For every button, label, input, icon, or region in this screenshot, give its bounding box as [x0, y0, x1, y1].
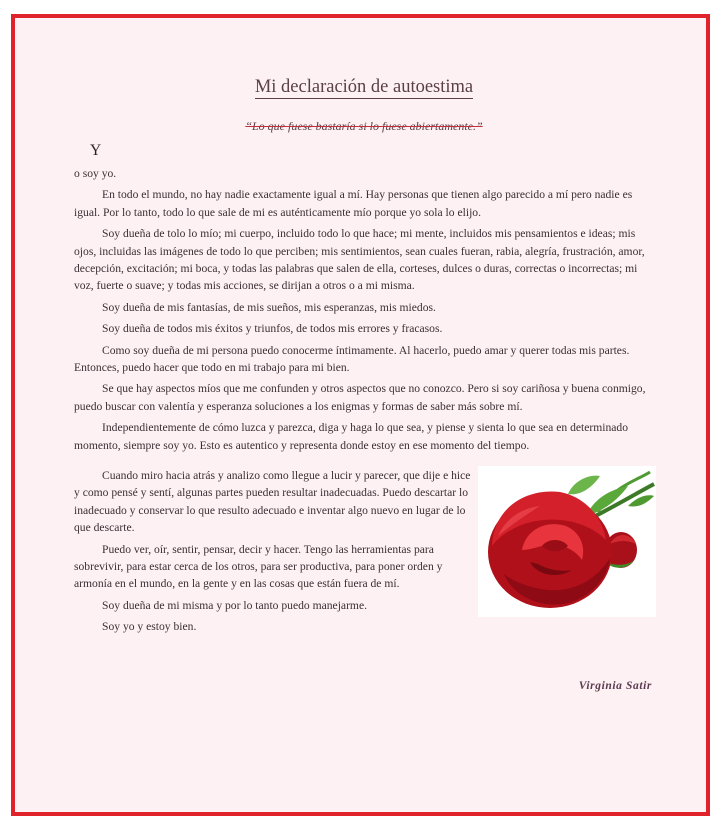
paragraph: En todo el mundo, no hay nadie exactamente igual a mí. Hay personas que tienen algo parecido a mí pero nadie es igual. Por lo tanto, todo lo que sale de mi es auténticamente mío porque yo sola lo elijo. — [74, 188, 633, 219]
author-signature: Virginia Satir — [578, 680, 652, 692]
paragraph: Soy dueña de todos mis éxitos y triunfos, de todos mis errores y fracasos. — [102, 322, 443, 336]
paragraph: Como soy dueña de mi persona puedo conocerme íntimamente. Al hacerlo, puedo amar y querer todas mis partes. Entonces, puedo hacer que todo en mi trabajo para mi bien. — [74, 343, 630, 375]
paragraph: Se que hay aspectos míos que me confunden y otros aspectos que no conozco. Pero si soy cariñosa y buena conmigo, puedo buscar con valentía y esperanza soluciones a los enigmas y formas de saber más sobre mí. — [74, 382, 646, 413]
paragraph: Soy yo y estoy bien. — [102, 620, 197, 634]
paragraph: Soy dueña de tolo lo mío; mi cuerpo, incluido todo lo que hace; mi mente, incluidos mis pensamientos e ideas; mis ojos, incluidas las imágenes de todo lo que perciben; mis sentimientos, sean cuales fueran, rabia, alegría, frustración, amor, decepción, excitación; mi boca, y todas las palabras que salen de ella, corteses, dulces o duras, correctas o incorrectas; mi voz, fuerte o suave; y todas mis acciones, se dirijan a otros o a mi misma. — [74, 227, 645, 293]
paragraph: Soy dueña de mi misma y por lo tanto puedo manejarme. — [102, 598, 367, 612]
body-text-bottom — [74, 467, 472, 640]
paragraph: Cuando miro hacia atrás y analizo como llegue a lucir y parecer, que dije e hice y como pensé y sentí, algunas partes pueden resultar inadecuadas. Puedo descartar lo inadecuado y conservar lo que resulto adecuado e inventar algo nuevo en lugar de lo que descarte. — [74, 469, 471, 535]
red-rose-image — [478, 466, 656, 617]
body-text-top — [74, 165, 658, 458]
document-title: Mi declaración de autoestima — [254, 77, 474, 97]
paragraph: o soy yo. — [74, 167, 117, 180]
paragraph: Independientemente de cómo luzca y parezca, diga y haga lo que sea, y piense y sienta lo que sea en determinado momento, siempre soy yo. Esto es autentico y representa donde estoy en ese momento del tiempo. — [74, 421, 629, 452]
paragraph: Puedo ver, oír, sentir, pensar, decir y hacer. Tengo las herramientas para sobrevivir, para estar cerca de los otros, para ser productiva, para poner orden y armonía en el mundo, en la gente y en las cosas que están fuera de mí. — [74, 542, 443, 591]
paragraph: Soy dueña de mis fantasías, de mis sueños, mis esperanzas, mis miedos. — [102, 300, 436, 314]
drop-cap: Y — [90, 142, 102, 159]
document-epigraph: “Lo que fuese bastaría si lo fuese abiertamente.” — [245, 119, 483, 133]
